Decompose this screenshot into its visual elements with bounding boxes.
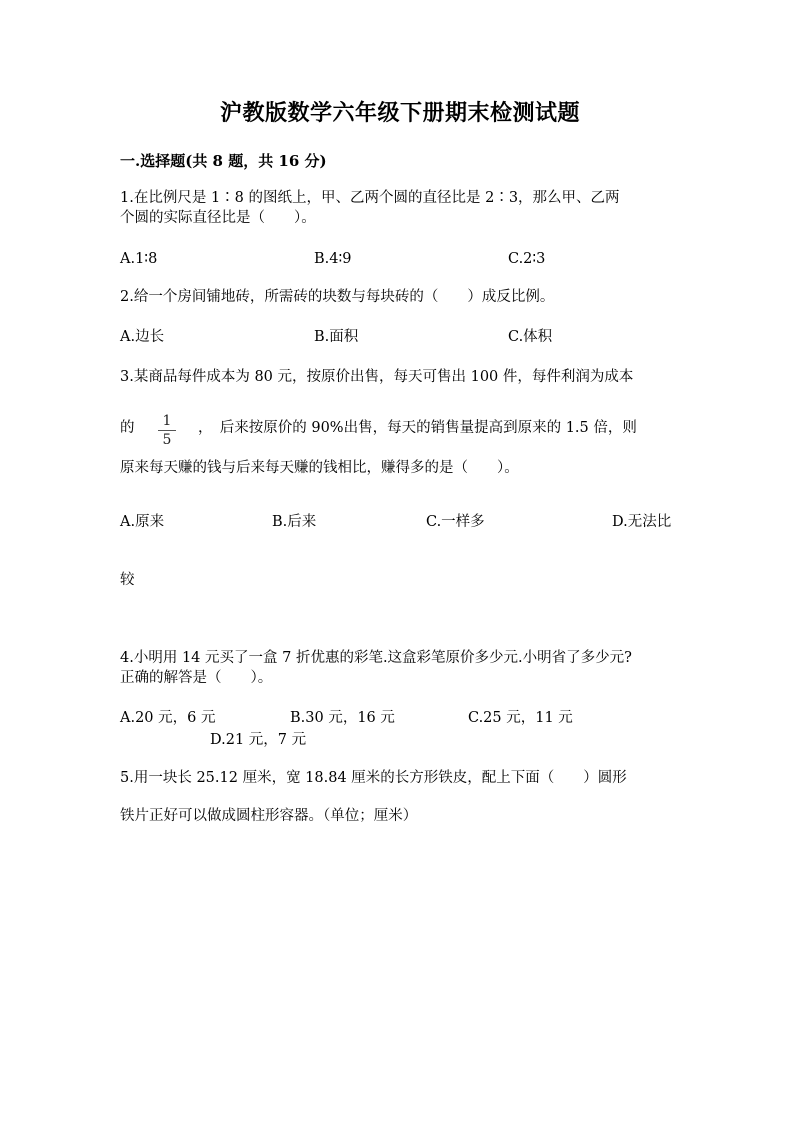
question-5-line-2: 铁片正好可以做成圆柱形容器。（单位；厘米） xyxy=(120,808,418,824)
question-1-option-b: B.4∶9 xyxy=(314,251,352,267)
question-4-line-1: 4.小明用 14 元买了一盒 7 折优惠的彩笔.这盒彩笔原价多少元.小明省了多少元? xyxy=(120,650,632,666)
question-1-line-2: 个圆的实际直径比是（ ）。 xyxy=(120,210,316,226)
question-1-line-1: 1.在比例尺是 1∶8 的图纸上，甲、乙两个圆的直径比是 2∶3，那么甲、乙两 xyxy=(120,190,620,206)
question-2-option-a: A.边长 xyxy=(120,329,165,345)
fraction-denominator: 5 xyxy=(162,432,172,448)
question-3-option-b: B.后来 xyxy=(272,514,317,530)
question-3-option-d: D.无法比 xyxy=(612,514,672,530)
question-2-option-c: C.体积 xyxy=(508,329,553,345)
fraction-one-fifth xyxy=(156,413,178,448)
question-3-option-c: C.一样多 xyxy=(426,514,485,530)
question-4-line-2: 正确的解答是（ ）。 xyxy=(120,670,273,686)
question-4-option-b: B.30 元，16 元 xyxy=(290,710,395,726)
page-title: 沪教版数学六年级下册期末检测试题 xyxy=(219,100,580,126)
question-3-option-a: A.原来 xyxy=(120,514,165,530)
question-2-line-1: 2.给一个房间铺地砖，所需砖的块数与每块砖的（ ）成反比例。 xyxy=(120,289,555,305)
question-4-option-c: C.25 元，11 元 xyxy=(468,710,573,726)
question-2-option-b: B.面积 xyxy=(314,329,359,345)
question-4-option-a: A.20 元，6 元 xyxy=(120,710,216,726)
question-1-option-a: A.1∶8 xyxy=(120,251,158,267)
question-4-option-d: D.21 元，7 元 xyxy=(210,732,307,748)
question-1-option-c: C.2∶3 xyxy=(508,251,546,267)
question-3-line-1: 3.某商品每件成本为 80 元，按原价出售，每天可售出 100 件，每件利润为成本 xyxy=(120,369,634,385)
section-heading: 一.选择题(共 8 题，共 16 分) xyxy=(120,152,327,170)
question-3-line-2-suffix: ， 后来按原价的 90%出售，每天的销售量提高到原来的 1.5 倍，则 xyxy=(198,420,637,436)
question-3-option-d-wrap: 较 xyxy=(120,572,135,588)
question-5-line-1: 5.用一块长 25.12 厘米，宽 18.84 厘米的长方形铁皮，配上下面（ ）圆形 xyxy=(120,770,627,786)
question-3-line-3: 原来每天赚的钱与后来每天赚的钱相比，赚得多的是（ ）。 xyxy=(120,460,519,476)
fraction-bar xyxy=(158,430,176,431)
fraction-numerator: 1 xyxy=(162,413,172,429)
question-3-line-2-prefix: 的 xyxy=(120,420,135,436)
